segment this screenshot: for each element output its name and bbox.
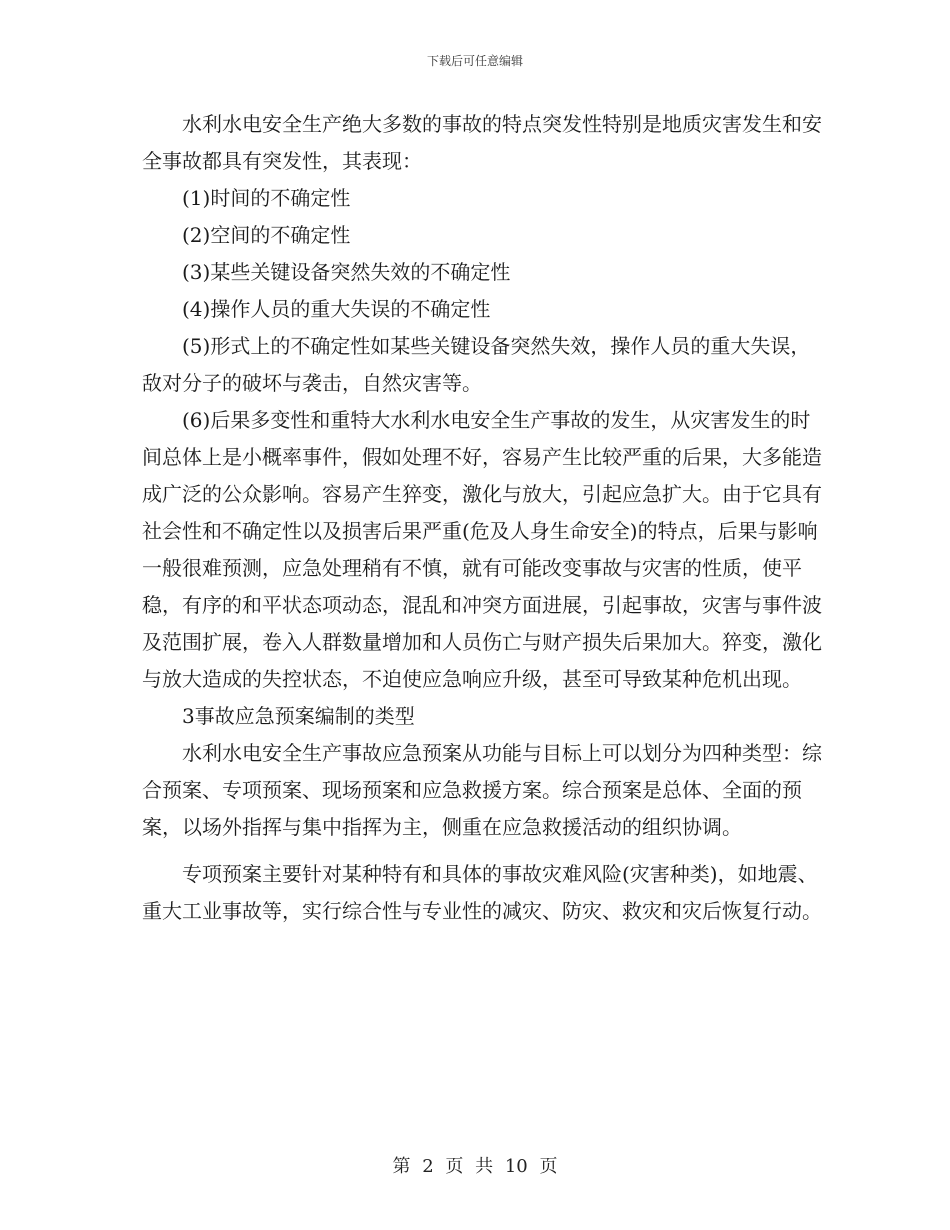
list-item-1: (1)时间的不确定性 [182,186,351,210]
list-item-6: (6)后果多变性和重特大水利水电安全生产事故的发生，从灾害发生的时间总体上是小概率事件，假如处理不好，容易产生比较严重的后果，大多能造成广泛的公众影响。容易产生猝变，激化与放大，引起应急扩大。由于它具有社会性和不确定性以及损害后果严重(危及人身生命安全)的特点，后果与影响一般很难预测，应急处理稍有不慎，就有可能改变事故与灾害的性质，使平稳，有序的和平状态项动态，混乱和冲突方面进展，引起事故，灾害与事件波及范围扩展，卷入人群数量增加和人员伤亡与财产损失后果加大。猝变，激化与放大造成的失控状态，不迫使应急响应升级，甚至可导致某种危机出现。 [142,408,822,691]
page-number: 第 2 页 共 10 页 [392,1156,558,1177]
section-heading: 3事故应急预案编制的类型 [182,704,415,728]
paragraph-special-plan: 专项预案主要针对某种特有和具体的事故灾难风险(灾害种类)，如地震、重大工业事故等，实行综合性与专业性的减灾、防灾、救灾和灾后恢复行动。 [142,862,822,923]
document-body [142,106,822,930]
paragraph-intro: 水利水电安全生产绝大多数的事故的特点突发性特别是地质灾害发生和安全事故都具有突发性，其表现： [142,112,822,173]
page-header: 下载后可任意编辑 [426,54,523,68]
list-item-2: (2)空间的不确定性 [182,223,351,247]
list-item-5: (5)形式上的不确定性如某些关键设备突然失效，操作人员的重大失误，敌对分子的破坏与袭击，自然灾害等。 [142,334,811,395]
paragraph-types: 水利水电安全生产事故应急预案从功能与目标上可以划分为四种类型：综合预案、专项预案、现场预案和应急救援方案。综合预案是总体、全面的预案，以场外指挥与集中指挥为主，侧重在应急救援活动的组织协调。 [142,741,822,839]
list-item-3: (3)某些关键设备突然失效的不确定性 [182,260,511,284]
list-item-4: (4)操作人员的重大失误的不确定性 [182,297,491,321]
